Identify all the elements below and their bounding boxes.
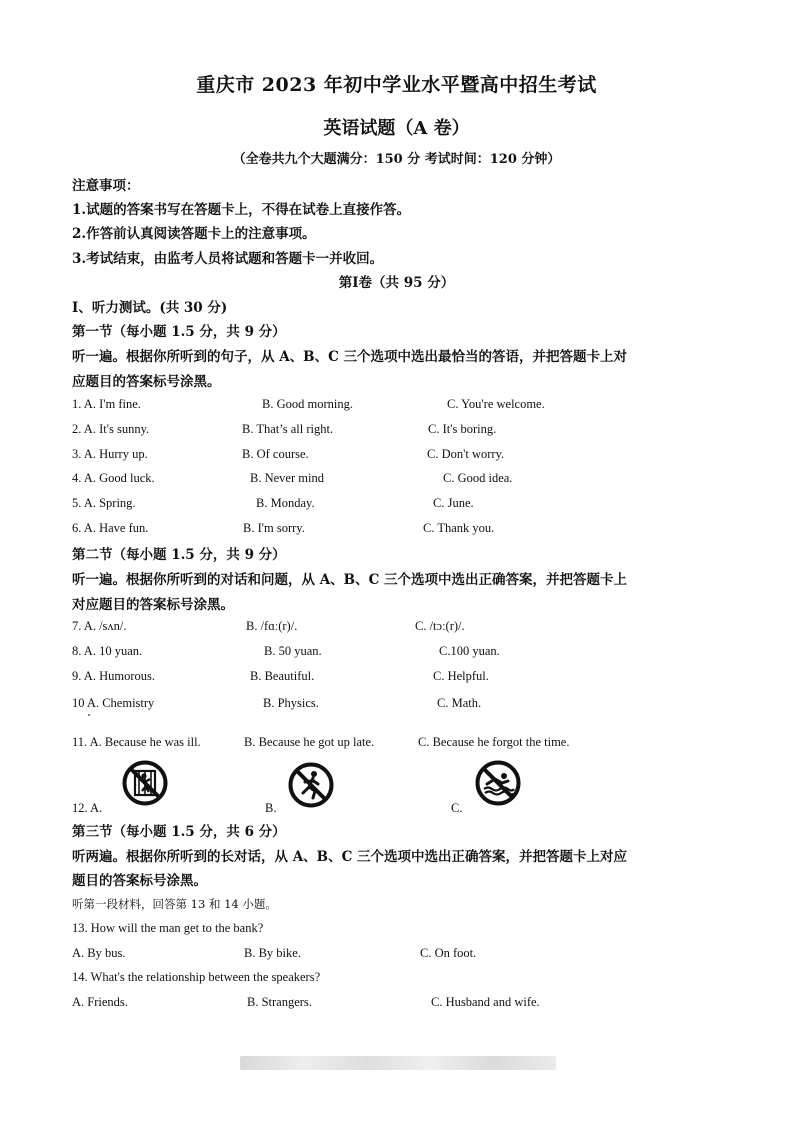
q8-option-b: B. 50 yuan. (264, 644, 322, 658)
q2-option-a: 2. A. It's sunny. (72, 422, 150, 436)
section3-title: 第三节（每小题 1.5 分，共 6 分） (72, 824, 286, 840)
q5-option-b: B. Monday. (256, 496, 315, 510)
part-heading: 第Ⅰ卷（共 95 分） (338, 275, 455, 291)
q3-option-b: B. Of course. (242, 447, 309, 461)
q10-option-a: 10 A. Chemistry (72, 696, 155, 710)
q4-option-c: C. Good idea. (443, 471, 513, 485)
q11-option-a: 11. A. Because he was ill. (72, 735, 201, 749)
section3-instruction: 听两遍。根据你所听到的长对话，从 A、B、C 三个选项中选出正确答案，并把答题卡上对应 (72, 849, 628, 865)
q13-stem: 13. How will the man get to the bank? (72, 921, 264, 935)
q12-option-c: C. (451, 801, 463, 815)
q11-option-b: B. Because he got up late. (244, 735, 375, 749)
section1-instruction: 应题目的答案标号涂黑。 (72, 374, 221, 390)
section2-instruction: 听一遍。根据你所听到的对话和问题，从 A、B、C 三个选项中选出正确答案，并把答题卡上 (72, 572, 628, 588)
scan-dot (88, 714, 90, 716)
note-item: 3.考试结束，由监考人员将试题和答题卡一并收回。 (72, 251, 384, 267)
q13-option-b: B. By bike. (244, 946, 301, 960)
q13-option-c: C. On foot. (420, 946, 477, 960)
q9-option-c: C. Helpful. (433, 669, 489, 683)
q13-option-a: A. By bus. (72, 946, 126, 960)
q14-option-c: C. Husband and wife. (431, 995, 540, 1009)
q7-option-b: B. /fɑː(r)/. (246, 619, 298, 633)
q2-option-b: B. That’s all right. (242, 422, 334, 436)
q3-option-a: 3. A. Hurry up. (72, 447, 148, 461)
q3-option-c: C. Don't worry. (427, 447, 505, 461)
notes-heading: 注意事项： (72, 178, 140, 194)
q5-option-a: 5. A. Spring. (72, 496, 136, 510)
q10-option-c: C. Math. (437, 696, 482, 710)
q14-option-b: B. Strangers. (247, 995, 312, 1009)
q6-option-a: 6. A. Have fun. (72, 521, 149, 535)
q9-option-b: B. Beautiful. (250, 669, 315, 683)
exam-subtitle: 英语试题（A 卷） (323, 118, 470, 139)
q1-option-a: 1. A. I'm fine. (72, 397, 141, 411)
exam-title: 重庆市 2023 年初中学业水平暨高中招生考试 (196, 74, 597, 96)
no-swimming-sign-icon (475, 760, 521, 806)
q12-option-b: B. (265, 801, 277, 815)
blurred-footer-watermark (240, 1056, 556, 1070)
q7-option-c: C. /tɔː(r)/. (415, 619, 465, 633)
q4-option-a: 4. A. Good luck. (72, 471, 155, 485)
q6-option-c: C. Thank you. (423, 521, 495, 535)
no-climbing-sign-icon (122, 760, 168, 806)
q8-option-a: 8. A. 10 yuan. (72, 644, 143, 658)
q7-option-a: 7. A. /sʌn/. (72, 619, 127, 633)
exam-info: （全卷共九个大题满分：150 分 考试时间：120 分钟） (232, 152, 561, 167)
q12-option-a: 12. A. (72, 801, 103, 815)
q2-option-c: C. It's boring. (428, 422, 497, 436)
no-running-sign-icon (288, 762, 334, 808)
q14-option-a: A. Friends. (72, 995, 128, 1009)
q11-option-c: C. Because he forgot the time. (418, 735, 570, 749)
q5-option-c: C. June. (433, 496, 474, 510)
note-item: 1.试题的答案书写在答题卡上，不得在试卷上直接作答。 (72, 202, 411, 218)
material-note: 听第一段材料，回答第 13 和 14 小题。 (72, 897, 277, 911)
section3-instruction: 题目的答案标号涂黑。 (72, 873, 207, 889)
q1-option-b: B. Good morning. (262, 397, 353, 411)
section-title: Ⅰ、听力测试。(共 30 分) (72, 300, 228, 316)
section2-instruction: 对应题目的答案标号涂黑。 (72, 597, 234, 613)
q1-option-c: C. You're welcome. (447, 397, 545, 411)
q4-option-b: B. Never mind (250, 471, 324, 485)
q10-option-b: B. Physics. (263, 696, 319, 710)
note-item: 2.作答前认真阅读答题卡上的注意事项。 (72, 226, 316, 242)
q6-option-b: B. I'm sorry. (243, 521, 305, 535)
q9-option-a: 9. A. Humorous. (72, 669, 155, 683)
section1-instruction: 听一遍。根据你所听到的句子，从 A、B、C 三个选项中选出最恰当的答语，并把答题卡上对 (72, 349, 628, 365)
section1-title: 第一节（每小题 1.5 分，共 9 分） (72, 324, 286, 340)
section2-title: 第二节（每小题 1.5 分，共 9 分） (72, 547, 286, 563)
q14-stem: 14. What's the relationship between the speakers? (72, 970, 321, 984)
q8-option-c: C.100 yuan. (439, 644, 500, 658)
